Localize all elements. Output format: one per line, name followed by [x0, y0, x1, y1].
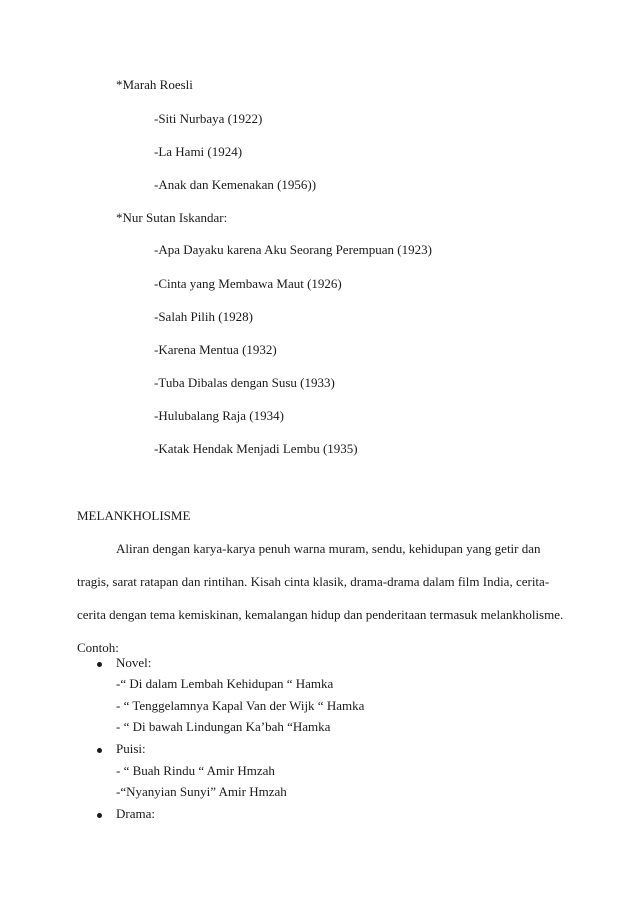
section-heading: MELANKHOLISME: [77, 508, 191, 523]
work-item: -Hulubalang Raja (1934): [154, 408, 284, 423]
paragraph-line: tragis, sarat ratapan dan rintihan. Kisah cinta klasik, drama-drama dalam film India, cerita-: [77, 574, 550, 589]
work-item: -Apa Dayaku karena Aku Seorang Perempuan (1923): [154, 242, 432, 257]
work-item: -Katak Hendak Menjadi Lembu (1935): [154, 441, 358, 456]
category-label: Novel:: [116, 655, 152, 670]
work-item: -La Hami (1924): [154, 144, 243, 159]
bullet-icon: [97, 748, 102, 753]
work-item: -Salah Pilih (1928): [154, 309, 253, 324]
work-item: -Tuba Dibalas dengan Susu (1933): [154, 375, 335, 390]
paragraph-line: cerita dengan tema kemiskinan, kemalangan hidup dan penderitaan termasuk melankholisme.: [77, 607, 564, 622]
bullet-icon: [97, 813, 102, 818]
list-item: -“ Di dalam Lembah Kehidupan “ Hamka: [116, 676, 334, 691]
author-marah-roesli: *Marah Roesli: [116, 77, 193, 92]
work-item: -Anak dan Kemenakan (1956)): [154, 177, 317, 192]
work-item: -Karena Mentua (1932): [154, 342, 277, 357]
category-label: Drama:: [116, 806, 155, 821]
list-item: -“Nyanyian Sunyi” Amir Hmzah: [116, 784, 287, 799]
list-item: - “ Di bawah Lindungan Ka’bah “Hamka: [116, 719, 331, 734]
work-item: -Siti Nurbaya (1922): [154, 111, 263, 126]
category-label: Puisi:: [116, 741, 146, 756]
paragraph-line: Aliran dengan karya-karya penuh warna muram, sendu, kehidupan yang getir dan: [116, 541, 541, 556]
author-nur-sutan-iskandar: *Nur Sutan Iskandar:: [116, 210, 228, 225]
work-item: -Cinta yang Membawa Maut (1926): [154, 276, 342, 291]
bullet-icon: [97, 662, 102, 667]
list-item: - “ Tenggelamnya Kapal Van der Wijk “ Hamka: [116, 698, 365, 713]
contoh-label: Contoh:: [77, 640, 119, 655]
list-item: - “ Buah Rindu “ Amir Hmzah: [116, 763, 275, 778]
